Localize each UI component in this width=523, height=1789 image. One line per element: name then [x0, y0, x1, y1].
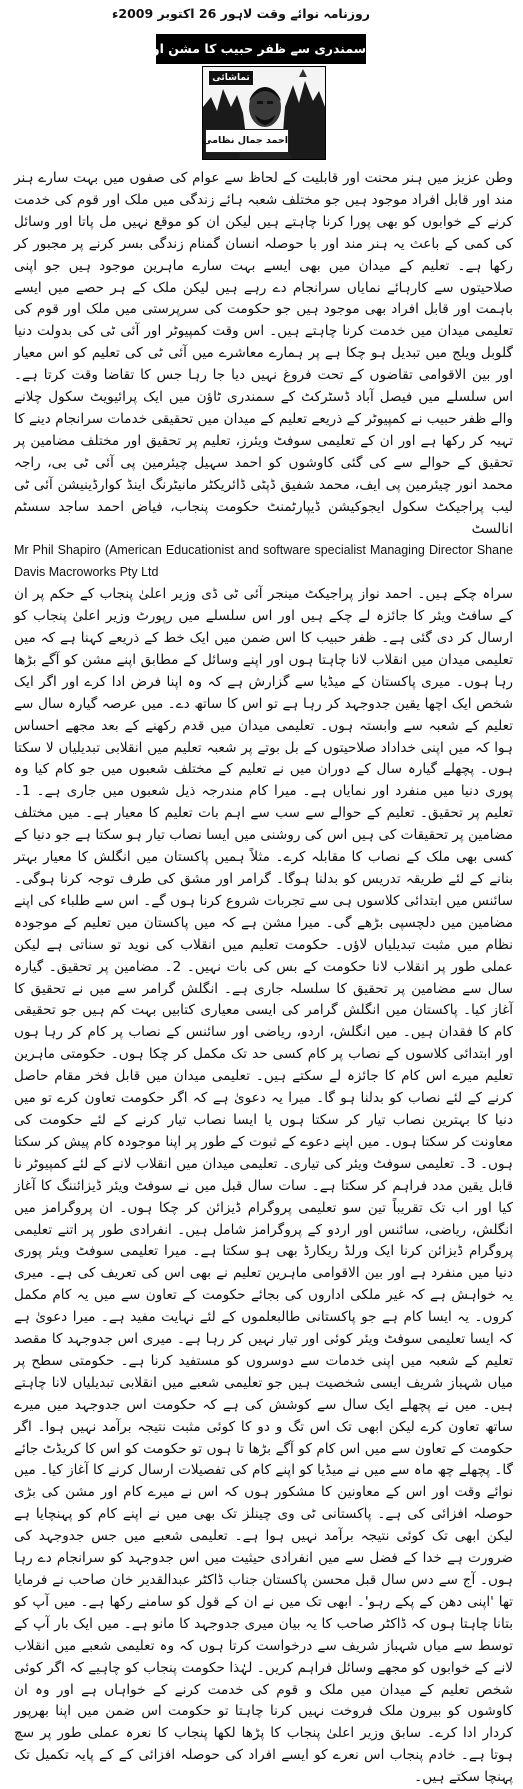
author-byline: احمد جمال نظامی: [205, 129, 289, 153]
article-body: [14, 168, 514, 1786]
article-english-passage: Mr Phil Shapiro (American Educationist and software specialist Managing Director Shane Davis Macroworks Pty Ltd: [14, 543, 513, 580]
article-paragraph: وطن عزیز میں ہنر محنت اور قابلیت کے لحاظ سے عوام کی صفوں میں بہت سارے ہنر مند اور قابل افراد موجود ہیں جو مختلف شعبہ ہائے زندگی میں ملک اور قوم کی خدمت کرنے کے خوابوں کو بھی پورا کرنا چاہتے ہیں لیکن ان کو موقع نہیں مل پاتا اور وسائل کی کمی کے باعث یہ ہنر مند اور با حوصلہ انسان گمنام زندگی بسر کرنے پر مجبور کر رکھا ہے۔ تعلیم کے میدان میں بھی ایسے بہت سارے ماہرین موجود ہیں جو اپنی صلاحیتوں سے کارہائے نمایاں سرانجام دے رہے ہیں لیکن ملک کے ہر حصے میں ایسے باہمت اور قابل افراد بھی موجود ہیں جو حکومت کی سرپرستی میں ملک اور قوم کی تعلیمی میدان میں خدمت کرنا چاہتے ہیں۔ اس وقت کمپیوٹر اور آئی ٹی کی بدولت دنیا گلوبل ویلج میں تبدیل ہو چکا ہے پر ہمارے معاشرے میں آئی ٹی کی تعلیم کو اس معیار اور بین الاقوامی تقاضوں کے تحت فروغ نہیں دیا جا رہا جس کا تقاضا وقت کرتا ہے۔ اس سلسلے میں فیصل آباد ڈسٹرکٹ کے سمندری ٹاؤن میں ایک پرائیویٹ سکول چلانے والے ظفر حبیب نے کمپیوٹر کے ذریعے تعلیم کے میدان میں تحقیقی خدمات سرانجام دینے کا تہیہ کر رکھا ہے اور ان کے تعلیمی سوفٹ ویئرز، تعلیم پر تحقیق اور مختلف مضامین پر تحقیق کے حوالے سے کی گئی کاوشوں کو احمد سہیل چیئرمین پی آئی ٹی بی، راجہ محمد انور چیئرمین پی ایف، محمد شفیق ڈپٹی ڈائریکٹر مانیٹرنگ اینڈ کوارڈینیشن آئی ٹی لیب پراجیکٹ سکول ایجوکیشن ڈیپارٹمنٹ حکومت پنجاب، فیاض احمد ساجد سسٹم انالسٹ: [14, 170, 513, 537]
dateline: روزنامہ نوائے وقت لاہور 26 اکتوبر 2009ء: [112, 6, 370, 21]
column-title: تماشائی: [208, 70, 254, 86]
headline-banner: سمندری سے ظفر حبیب کا مشن اور حکومت پنجاب: [156, 34, 366, 64]
article-paragraph: سراہ چکے ہیں۔ احمد نواز پراجیکٹ مینجر آئی ٹی ڈی وزیر اعلیٰ پنجاب کے حکم پر ان کے سافٹ ویئر کا جائزہ لے چکے ہیں اور اس سلسلے میں رپورٹ وزیر اعلیٰ پنجاب کو ارسال کر دی گئی ہے۔ ظفر حبیب کا اس ضمن میں ایک خط کے ذریعے کہنا ہے کہ میں تعلیمی میدان میں انقلاب لانا چاہتا ہوں اور اپنے وسائل کے مطابق اپنے مشن کو آگے بڑھا رہا ہوں۔ میری پاکستان کے میڈیا سے گزارش ہے کہ وہ اپنا فرض ادا کرے اور اگر ایک شخص ایک اچھا یقین جدوجہد کر رہا ہے تو اس کا ساتھ دے۔ میں عرصہ گیارہ سال سے تعلیم کے شعبہ سے وابستہ ہوں۔ تعلیمی میدان میں قدم رکھنے کے بعد مجھے احساس ہوا کہ میں اپنی خداداد صلاحیتوں کے بل بوتے پر شعبہ تعلیم میں انقلابی تبدیلیاں لا سکتا ہوں۔ پچھلے گیارہ سال کے دوران میں نے تعلیم کے مختلف شعبوں میں جو کام کیا وہ پوری دنیا میں منفرد اور نمایاں ہے۔ میرا کام مندرجہ ذیل شعبوں میں جاری ہے۔ 1۔ تعلیم پر تحقیق۔ تعلیم کے حوالے سے سب سے اہم بات تعلیم کا معیار ہے۔ میں مختلف مضامین پر تحقیقات کی ہیں اس کی روشنی میں ایسا نصاب تیار ہو سکتا ہے جو دنیا کے کسی بھی ملک کے نصاب کا مقابلہ کرے۔ مثلاً ہمیں پاکستان میں انگلش کا معیار بہتر بنانے کے لئے طریقہ تدریس کو بدلنا ہوگا۔ گرامر اور مشق کی طرف توجہ کرنا ہوگی۔ سائنس میں ابتدائی کلاسوں ہی سے تجربات شروع کرنا ہوں گے۔ اس سے طلباء کی اپنے مضامین میں دلچسپی بڑھے گی۔ میرا مشن ہے کہ میں پاکستان میں تعلیم کے موجودہ نظام میں مثبت تبدیلیاں لاؤں۔ حکومت تعلیم میں انقلاب کی نوید تو سناتی ہے لیکن عملی طور پر انقلاب لانا حکومت کے بس کی بات نہیں۔ 2۔ مضامین پر تحقیق۔ گیارہ سال سے مضامین پر تحقیق کا سلسلہ جاری ہے۔ انگلش گرامر سے میں نے تحقیق کا آغاز کیا۔ پاکستان میں انگلش گرامر کی ایسی معیاری کتابیں بہت کم ہیں جو تحقیقی کام کا فقدان ہیں۔ میں انگلش، اردو، ریاضی اور سائنس کے نصاب پر کام کر رہا ہوں اور ابتدائی کلاسوں کے نصاب پر کام کسی حد تک مکمل کر چکا ہوں۔ حکومتی ماہرین تعلیم میرے اس کام کا جائزہ لے سکتے ہیں۔ تعلیمی میدان میں قابل فخر مقام حاصل کرنے کے لئے نصاب کو بدلنا ہو گا۔ میرا یہ دعویٰ ہے کہ اگر حکومت تعاون کرے تو میں دنیا کا بہترین نصاب تیار کر سکتا ہوں یا ایسا نصاب تیار کرنے کے لئے حکومت کی معاونت کر سکتا ہوں۔ میں اپنے دعوے کے ثبوت کے طور پر اپنا موجودہ کام پیش کر سکتا ہوں۔ 3۔ تعلیمی سوفٹ ویئر کی تیاری۔ تعلیمی میدان میں انقلاب لانے کے لئے کمپیوٹر نا قابل یقین مدد فراہم کر سکتا ہے۔ سات سال قبل میں نے سوفٹ ویئر ڈیزائننگ کا آغاز کیا اور اب تک تقریباً تین سو تعلیمی پروگرام ڈیزائن کر چکا ہوں۔ ان پروگرامز میں انگلش، ریاضی، سائنس اور اردو کے پروگرامز شامل ہیں۔ انفرادی طور پر اتنے تعلیمی پروگرام ڈیزائن کرنا ایک ورلڈ ریکارڈ بھی ہو سکتا ہے۔ میرا تعلیمی سوفٹ ویئر پوری دنیا میں منفرد ہے اور بین الاقوامی ماہرین تعلیم نے بھی اس کی تعریف کی ہے۔ میری یہ خواہش ہے کہ غیر ملکی اداروں کی بجائے حکومت کے تعاون سے میں یہ کام مکمل کروں۔ یہ ایسا کام ہے جو پاکستانی طالبعلموں کے لئے نہایت مفید ہے۔ میرا دعویٰ ہے کہ ایسا تعلیمی سوفٹ ویئر کوئی اور تیار نہیں کر رہا ہے۔ میری اس جدوجہد کا مقصد تعلیم کے شعبہ میں اپنی خدمات سے دوسروں کو مستفید کرنا ہے۔ حکومتی سطح پر میاں شہباز شریف ایسی شخصیت ہیں جو تعلیمی شعبے میں انقلابی تبدیلیاں لانا چاہتے ہیں۔ میں نے پچھلے ایک سال سے کوشش کی ہے کہ حکومت اس جدوجہد میں میرے ساتھ تعاون کرے لیکن ابھی تک اس تگ و دو کا کوئی مثبت نتیجہ برآمد نہیں ہوا۔ اگر حکومت کے تعاون سے میں اس کام کو آگے بڑھا تا ہوں تو حکومت کو اس کا کریڈٹ جائے گا۔ پچھلے چھ ماہ سے میں نے میڈیا کو اپنے کام کی تفصیلات ارسال کرنے کا آغاز کیا۔ میں نوائے وقت اور اس کے معاونین کا مشکور ہوں کہ اس نے میرے کام اور مشن کی بڑی حوصلہ افزائی کی ہے۔ پاکستانی ٹی وی چینلز تک بھی میں نے اپنے کام کو پہنچایا ہے لیکن ابھی تک کوئی نتیجہ برآمد نہیں ہوا ہے۔ تعلیمی شعبے میں جس جدوجہد کی ضرورت ہے خدا کے فضل سے میں انفرادی حیثیت میں اس جدوجہد کو سرانجام دے رہا ہوں۔ آج سے دس سال قبل محسن پاکستان جناب ڈاکٹر عبدالقدیر خان صاحب نے فرمایا تھا 'اپنی دھن کے پکے رہو'۔ ابھی تک میں نے ان کے قول کو سامنے رکھا ہے۔ میں آپ کو بتانا چاہتا ہوں کہ ڈاکٹر صاحب کا یہ بیان میری جدوجہد کا مانو ہے۔ میں ایک بار آپ کے توسط سے میاں شہباز شریف سے درخواست کرتا ہوں کہ وہ تعلیمی شعبے میں انقلاب لانے کے خوابوں کو مجھے وسائل فراہم کریں۔ لہٰذا حکومت پنجاب کو چاہیے کہ اگر کوئی شخص تعلیم کے میدان میں ملک و قوم کی خدمت کرنے کے خواہاں ہے اور وہ ان کاوشوں کو بیرون ملک فروخت نہیں کرنا چاہتا تو حکومت اس ضمن میں اپنا بھرپور کردار ادا کرے۔ سابق وزیر اعلیٰ پنجاب کا پڑھا لکھا پنجاب کا نعرہ عملی طور پر سچ ہوتا ہے۔ خادم پنجاب اس نعرے کو ایسے افراد کی حوصلہ افزائی کے کے پایہ تکمیل تک پہنچا سکتے ہیں۔: [14, 586, 514, 1786]
